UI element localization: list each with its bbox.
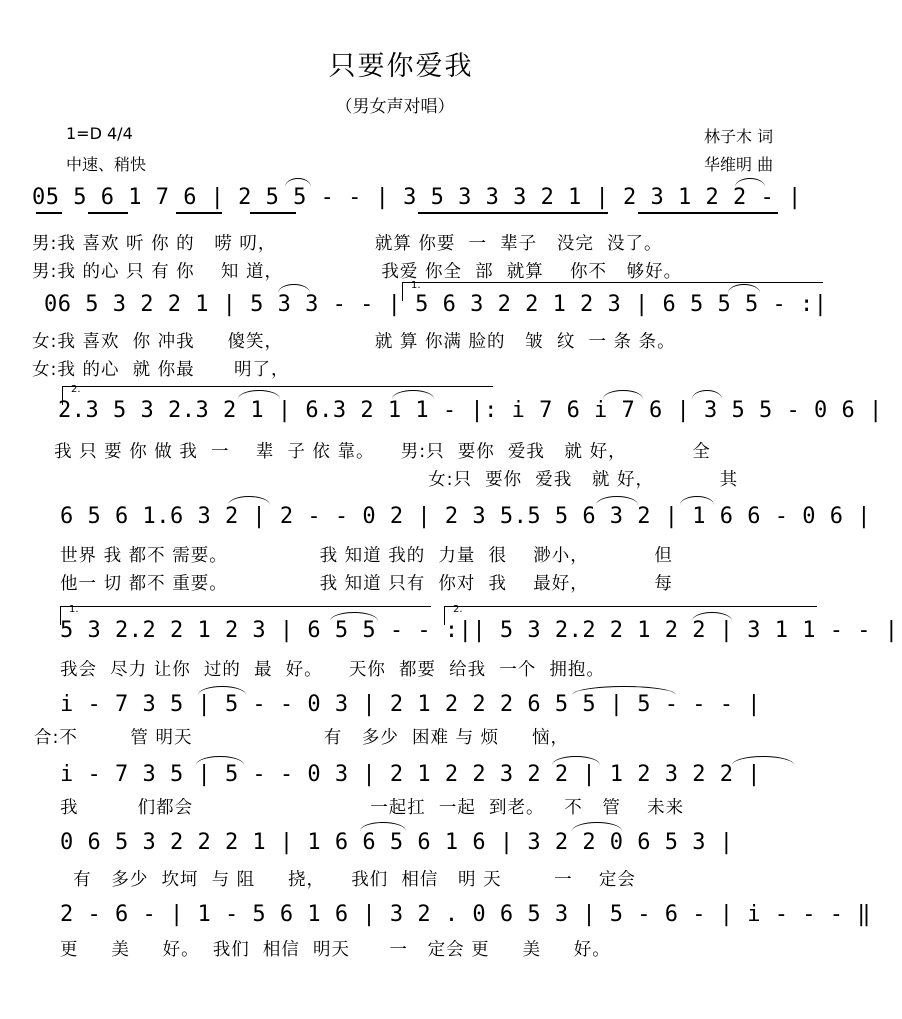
tie-slur [196,756,244,765]
composer-credit: 华维明 曲 [704,155,774,174]
lyric-line-1b: 男:我 的心 只 有 你 知 道， 我爱 你全 部 就算 你不 够好。 [32,262,683,282]
lyric-line-3a: 我 只 要 你 做 我 一 辈 子 依 靠。 男:只 要你 爱我 就 好， 全 [54,442,711,462]
tie-slur [680,496,714,505]
notation-row-3: 2.3 5 3 2.3 2 1 | 6.3 2 1 1 - |: i 7 6 i 7 6 | 3 5 5 - 0 6 | [58,398,883,423]
lyric-line-6a: 合:不 管 明天 有 多少 困难 与 烦 恼， [34,728,569,748]
tie-slur [603,390,643,399]
lyric-line-4b: 他一 切 都不 重要。 我 知道 只有 你对 我 最好， 每 [60,574,673,594]
rhythm-beam [638,212,778,214]
tie-slur [572,686,676,695]
lyric-line-5a: 我会 尽力 让你 过的 最 好。 天你 都要 给我 一个 拥抱。 [60,660,605,680]
tie-slur [572,822,622,831]
tie-slur [285,178,311,187]
lyric-line-2b: 女:我 的心 就 你最 明了， [32,360,290,380]
tie-slur [552,756,600,765]
lyricist-credit: 林子木 词 [704,127,774,146]
tie-slur [692,390,722,399]
rhythm-beam [418,212,608,214]
tie-slur [735,178,765,187]
song-subtitle: （男女声对唱） [335,97,455,117]
notation-row-8: 0 6 5 3 2 2 2 1 | 1 6 6 5 6 1 6 | 3 2 2 0 6 5 3 | [60,830,734,855]
volta-bracket-1b: 1. [60,606,431,625]
tempo-marking: 中速、稍快 [66,155,147,174]
notation-row-4: 6 5 6 1.6 3 2 | 2 - - 0 2 | 2 3 5.5 5 6 3 2 | 1 6 6 - 0 6 | [60,504,871,529]
notation-row-9: 2 - 6 - | 1 - 5 6 1 6 | 3 2 . 0 6 5 3 | 5 - 6 - | i - - - ‖ [60,902,871,927]
tie-slur [596,496,638,505]
song-title: 只要你爱我 [328,51,474,82]
rhythm-beam [176,212,222,214]
key-signature: 1=D 4/4 [66,124,133,143]
volta-bracket-2b: 2. [444,606,817,625]
tie-slur [278,284,310,293]
notation-row-7: i - 7 3 5 | 5 - - 0 3 | 2 1 2 2 3 2 2 | 1 2 3 2 2 | [60,762,762,787]
tie-slur [228,496,270,505]
lyric-line-4a: 世界 我 都不 需要。 我 知道 我的 力量 很 渺小， 但 [60,546,673,566]
notation-row-6: i - 7 3 5 | 5 - - 0 3 | 2 1 2 2 2 6 5 5 | 5 - - - | [60,692,762,717]
volta-bracket-2: 2. [62,386,493,405]
lyric-line-3b: 女:只 要你 爱我 就 好， 其 [54,470,739,490]
notation-row-2: 06 5 3 2 2 1 | 5 3 3 - - | 5 6 3 2 2 1 2 3 | 6 5 5 5 - :| [44,292,828,317]
tie-slur [732,756,794,765]
tie-slur [360,822,406,831]
tie-slur [198,686,246,695]
lyric-line-8a: 有 多少 坎坷 与 阻 挠， 我们 相信 明 天 一 定会 [60,870,636,890]
rhythm-beam [88,212,128,214]
rhythm-beam [250,212,296,214]
rhythm-beam [36,212,62,214]
notation-row-5: 5 3 2.2 2 1 2 3 | 6 5 5 - - :|| 5 3 2.2 2 1 2 2 | 3 1 1 - - | [60,618,899,643]
lyric-line-7a: 我 们都会 一起扛 一起 到老。 不 管 未来 [60,798,685,818]
lyric-line-9a: 更 美 好。 我们 相信 明天 一 定会 更 美 好。 [60,940,611,960]
lyric-line-1a: 男:我 喜欢 听 你 的 唠 叨， 就算 你要 一 辈子 没完 没了。 [32,234,663,254]
notation-row-1: 05 5 6 1 7 6 | 2 5 5 - - | 3 5 3 3 3 2 1 | 2 3 1 2 2 - | [32,185,802,210]
lyric-line-2a: 女:我 喜欢 你 冲我 傻笑， 就 算 你满 脸的 皱 纹 一 条 条。 [32,332,676,352]
volta-bracket-1: 1. [402,282,823,301]
